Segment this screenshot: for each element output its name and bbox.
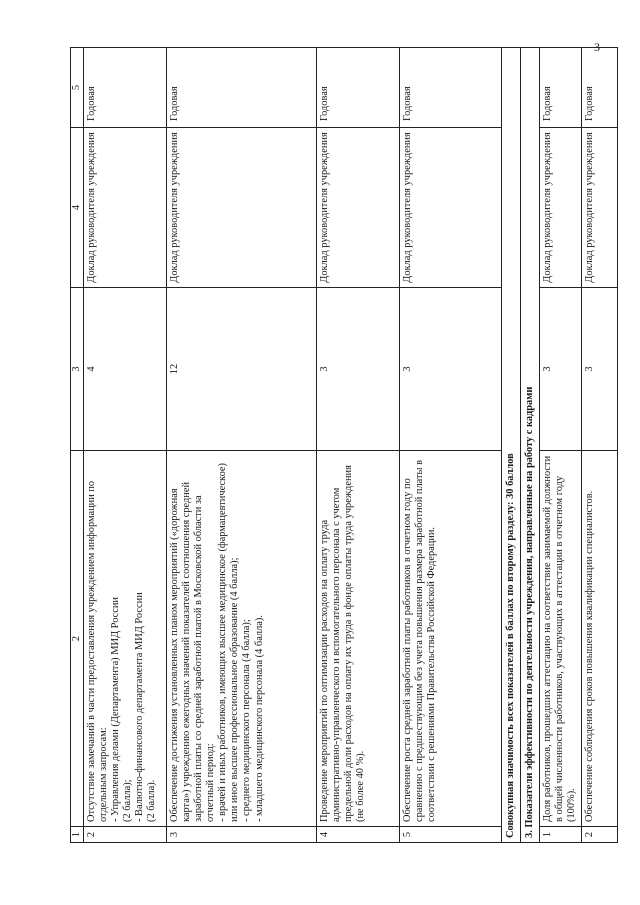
section-total-row	[502, 48, 521, 843]
table-row	[317, 48, 400, 843]
column-number-header-row	[71, 48, 84, 843]
indicators-table	[70, 47, 618, 843]
indicator-source: Доклад руководителя учреждения	[84, 128, 167, 288]
column-header-3: 3	[71, 288, 84, 451]
indicator-score: 3	[582, 288, 618, 451]
row-number: 4	[317, 827, 400, 843]
indicator-text: Обеспечение соблюдения сроков повышения квалификации специалистов.	[582, 451, 618, 827]
indicator-period: Годовая	[540, 48, 582, 128]
rotated-table-page	[70, 48, 605, 843]
column-header-1: 1	[71, 827, 84, 843]
row-number: 1	[540, 827, 582, 843]
indicator-text: Обеспечение роста средней заработной платы работников в отчетном году по сравнению с предшествующим без учета повышения размера заработной платы в соответствии с решениями Правительства Российской Федерации.	[400, 451, 502, 827]
page-number: 3	[594, 40, 600, 54]
table-row	[582, 48, 618, 843]
indicator-text: Обеспечение достижения установленных планом мероприятий («дорожная карта») учреждению ежегодных значений показателей соотношения средней заработной платы со средней заработной платой в Московской области за отчетный период: - врачей и иных работников, имеющих высшее медицинское (фармацевтическое) или иное высшее профессиональное образование (4 балла); - среднего медицинского персонала (4 балла); - младшего медицинского персонала (4 балла).	[167, 451, 317, 827]
indicator-source: Доклад руководителя учреждения	[540, 128, 582, 288]
indicator-period: Годовая	[84, 48, 167, 128]
row-number: 3	[167, 827, 317, 843]
indicator-score: 4	[84, 288, 167, 451]
column-header-2: 2	[71, 451, 84, 827]
indicator-score: 3	[317, 288, 400, 451]
indicator-score: 12	[167, 288, 317, 451]
row-number: 2	[582, 827, 618, 843]
section-3-title: 3. Показатели эффективности по деятельности учреждения, направленные на работу с кадрами	[521, 48, 540, 843]
rotated-table-container	[70, 48, 605, 843]
table-row	[167, 48, 317, 843]
column-header-5: 5	[71, 48, 84, 128]
indicator-source: Доклад руководителя учреждения	[317, 128, 400, 288]
indicator-score: 3	[540, 288, 582, 451]
indicator-text: Отсутствие замечаний в части предоставления учреждением информации по отдельным запросам: - Управления делами (Департамента) МИД России (2 балла); - Валютно-финансового департамента МИД России (2 балла).	[84, 451, 167, 827]
row-number: 5	[400, 827, 502, 843]
indicator-period: Годовая	[317, 48, 400, 128]
indicator-period: Годовая	[582, 48, 618, 128]
indicator-score: 3	[400, 288, 502, 451]
indicator-text: Проведение мероприятий по оптимизации расходов на оплату труда административно-управленческого и вспомогательного персонала с учетом предельной доли расходов на оплату их труда в фонде оплаты труда учреждения (не более 40 %).	[317, 451, 400, 827]
row-number: 2	[84, 827, 167, 843]
column-header-4: 4	[71, 128, 84, 288]
indicator-source: Доклад руководителя учреждения	[400, 128, 502, 288]
indicator-source: Доклад руководителя учреждения	[582, 128, 618, 288]
table-row	[400, 48, 502, 843]
section-heading-row	[521, 48, 540, 843]
indicator-period: Годовая	[400, 48, 502, 128]
table-row	[84, 48, 167, 843]
indicator-text: Доля работников, прошедших аттестацию на соответствие занимаемой должности в общей численности работников, участвующих в аттестации в отчетном году (100%).	[540, 451, 582, 827]
section-total-text: Совокупная значимость всех показателей в баллах по второму разделу: 30 баллов	[502, 48, 521, 843]
indicator-period: Годовая	[167, 48, 317, 128]
table-row	[540, 48, 582, 843]
indicator-source: Доклад руководителя учреждения	[167, 128, 317, 288]
